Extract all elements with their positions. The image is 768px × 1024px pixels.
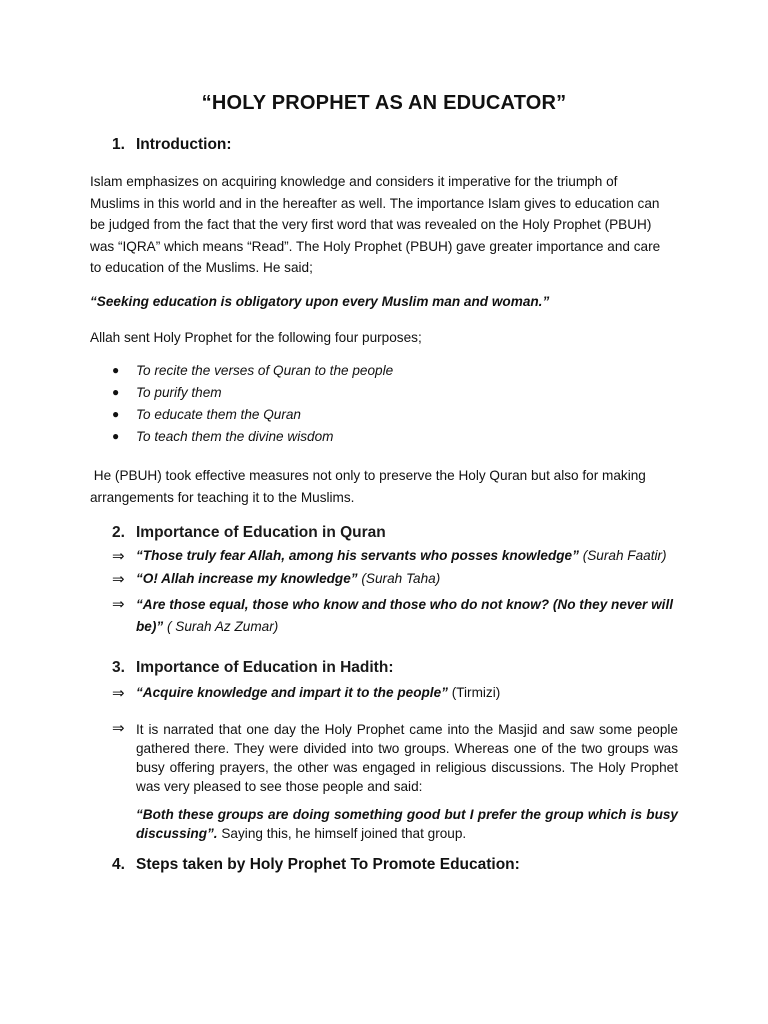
closing-paragraph [90, 465, 690, 508]
arrow-icon: ⇒ [112, 720, 125, 737]
text-line: Islam emphasizes on acquiring knowledge and considers it imperative for the triumph of [90, 174, 618, 189]
bullet-icon: ● [112, 385, 120, 399]
section-number: 2. [112, 524, 125, 541]
bullet-icon: ● [112, 407, 120, 421]
section-number: 3. [112, 659, 125, 676]
purposes-intro: Allah sent Holy Prophet for the following four purposes; [90, 330, 422, 345]
list-item: ● To teach them the divine wisdom [112, 429, 334, 444]
purposes-list [112, 363, 536, 455]
bullet-icon: ● [112, 363, 120, 377]
arrow-icon: ⇒ [112, 596, 125, 613]
section-number: 1. [112, 136, 125, 153]
section-heading-steps [112, 856, 520, 874]
quran-item: ⇒ “Those truly fear Allah, among his servants who posses knowledge” (Surah Faatir) [112, 548, 667, 565]
text-line: Muslims in this world and in the hereafter as well. The importance Islam gives to education can [90, 195, 660, 211]
section-title: Importance of Education in Hadith: [136, 659, 394, 676]
hadith-quote: “Seeking education is obligatory upon every Muslim man and woman.” [90, 294, 550, 309]
hadith-item: ⇒ “Acquire knowledge and impart it to the people” (Tirmizi) [112, 685, 501, 702]
section-title: Steps taken by Holy Prophet To Promote Education: [136, 856, 520, 873]
text-line: be judged from the fact that the very first word that was revealed on the Holy Prophet (PBUH) [90, 217, 652, 232]
section-heading-quran [112, 524, 386, 542]
text-line: arrangements for teaching it to the Muslims. [90, 489, 355, 505]
narration-text: It is narrated that one day the Holy Prophet came into the Masjid and saw some people gathered there. They were divided into two groups. Whereas one of the two groups was busy offering prayers, the other was engaged in religious discussions. The Holy Prophet was very pleased to see those people and said: [136, 722, 678, 794]
narration-quote: “Both these groups are doing something good but I prefer the group which is busy discussing”. Saying this, he himself joined that group. [136, 807, 678, 841]
list-item: ● To educate them the Quran [112, 407, 301, 422]
list-item: ● To recite the verses of Quran to the people [112, 363, 394, 378]
quran-item: ⇒ “O! Allah increase my knowledge” (Surah Taha) [112, 571, 441, 588]
intro-paragraph [90, 171, 690, 279]
arrow-icon: ⇒ [112, 571, 125, 588]
text-line: to education of the Muslims. He said; [90, 260, 313, 275]
section-number: 4. [112, 856, 125, 873]
section-heading-introduction [112, 136, 232, 154]
page-title: “HOLY PROPHET AS AN EDUCATOR” [201, 92, 567, 114]
text-line: was “IQRA” which means “Read”. The Holy Prophet (PBUH) gave greater importance and care [90, 238, 661, 254]
section-title: Importance of Education in Quran [136, 524, 386, 541]
list-item: ● To purify them [112, 385, 222, 400]
hadith-narration [112, 720, 678, 843]
text-line: He (PBUH) took effective measures not only to preserve the Holy Quran but also for making [90, 468, 646, 483]
section-heading-hadith [112, 659, 393, 677]
arrow-icon: ⇒ [112, 548, 125, 565]
section-title: Introduction: [136, 136, 232, 153]
bullet-icon: ● [112, 429, 120, 443]
quran-item: ⇒ “Are those equal, those who know and those who do not know? (No they never will be)” ( Surah Az Zumar) [112, 596, 673, 634]
arrow-icon: ⇒ [112, 685, 125, 702]
